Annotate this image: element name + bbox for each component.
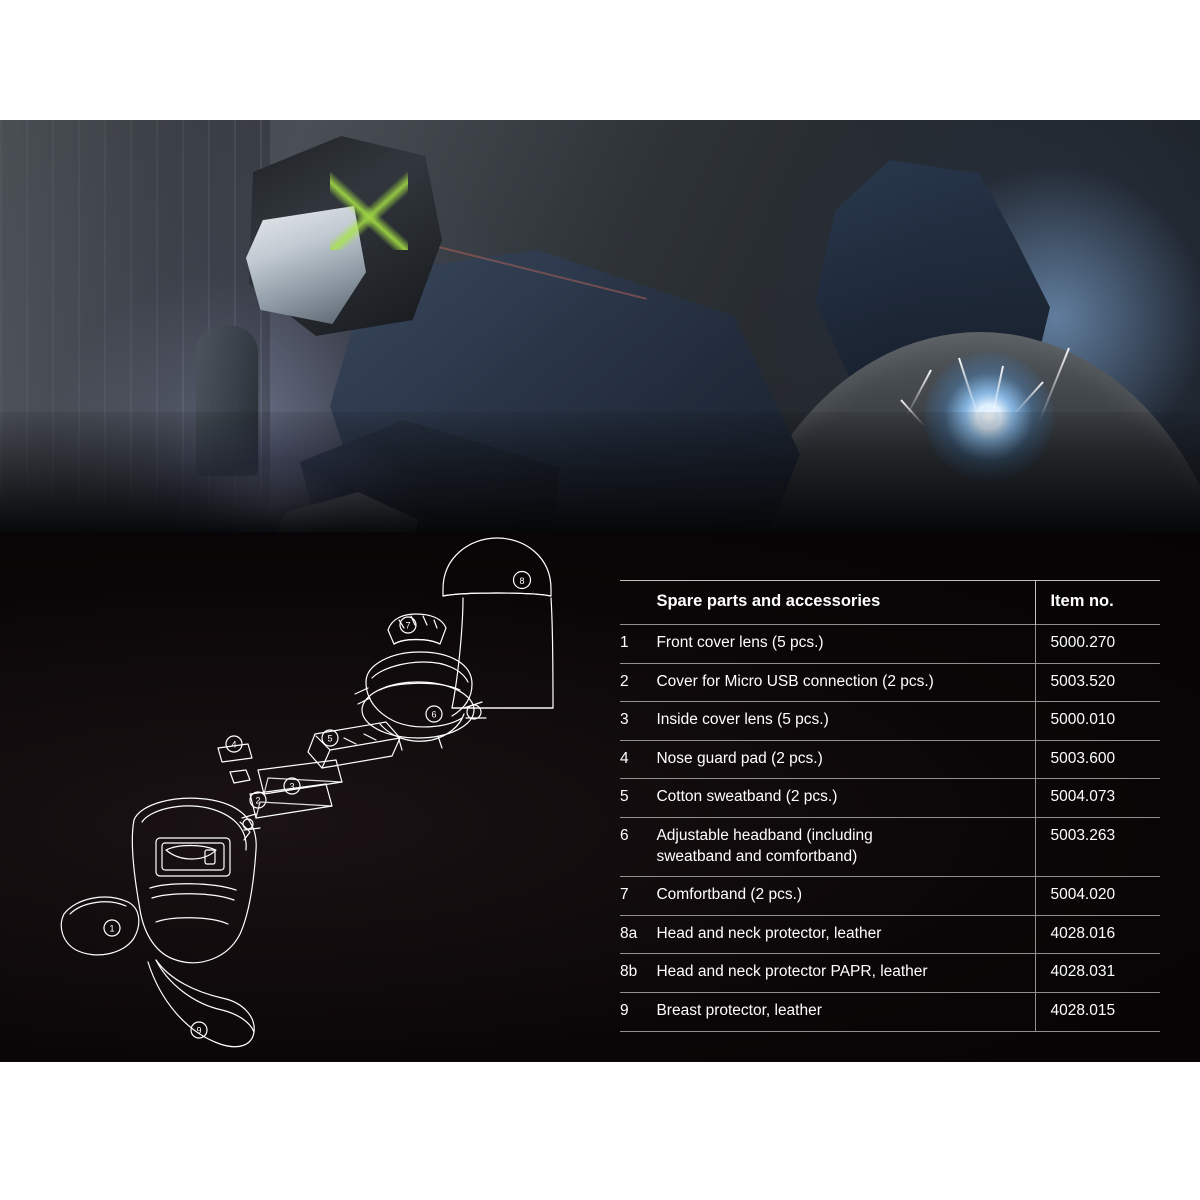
row-index: 1 xyxy=(620,624,656,663)
header-index xyxy=(620,581,656,625)
diagram-part-usb-cover xyxy=(230,770,250,783)
callout-6 xyxy=(426,706,442,722)
svg-text:9: 9 xyxy=(196,1025,202,1036)
row-description: Cover for Micro USB connection (2 pcs.) xyxy=(656,663,1035,702)
row-description: Front cover lens (5 pcs.) xyxy=(656,624,1035,663)
row-description: Head and neck protector PAPR, leather xyxy=(656,954,1035,993)
row-index: 7 xyxy=(620,877,656,916)
table-row xyxy=(620,817,1160,876)
row-index: 5 xyxy=(620,779,656,818)
diagram-part-helmet-shell xyxy=(132,795,261,962)
callout-5 xyxy=(322,730,338,746)
row-description: Breast protector, leather xyxy=(656,993,1035,1032)
table-row xyxy=(620,702,1160,741)
table-header-row xyxy=(620,581,1160,625)
row-description: Nose guard pad (2 pcs.) xyxy=(656,740,1035,779)
spare-parts-panel xyxy=(0,532,1200,1062)
row-index: 8a xyxy=(620,915,656,954)
row-index: 4 xyxy=(620,740,656,779)
svg-text:6: 6 xyxy=(431,709,437,720)
table-row xyxy=(620,779,1160,818)
svg-text:2: 2 xyxy=(255,795,261,806)
table-row xyxy=(620,993,1160,1032)
svg-text:1: 1 xyxy=(109,923,115,934)
exploded-spare-parts-diagram xyxy=(0,532,600,1062)
row-index: 2 xyxy=(620,663,656,702)
diagram-part-head-neck-protector xyxy=(443,538,553,708)
row-index: 8b xyxy=(620,954,656,993)
row-item-no: 5004.073 xyxy=(1036,779,1160,818)
row-item-no: 4028.015 xyxy=(1036,993,1160,1032)
row-description-line1: Adjustable headband (including xyxy=(656,826,873,844)
callout-3 xyxy=(284,778,300,794)
workshop-floor xyxy=(0,412,1200,532)
spare-parts-table-container xyxy=(620,580,1160,1032)
svg-text:4: 4 xyxy=(231,739,237,750)
row-description: Comfortband (2 pcs.) xyxy=(656,877,1035,916)
svg-text:3: 3 xyxy=(289,781,295,792)
svg-text:5: 5 xyxy=(327,733,333,744)
row-item-no: 5004.020 xyxy=(1036,877,1160,916)
callout-1 xyxy=(104,920,120,936)
row-item-no: 5003.600 xyxy=(1036,740,1160,779)
helmet-graphic-accent xyxy=(330,172,408,250)
table-row xyxy=(620,663,1160,702)
row-description: Cotton sweatband (2 pcs.) xyxy=(656,779,1035,818)
row-item-no: 5003.520 xyxy=(1036,663,1160,702)
header-item-no: Item no. xyxy=(1036,581,1160,625)
header-description: Spare parts and accessories xyxy=(656,581,1035,625)
row-index: 3 xyxy=(620,702,656,741)
row-index: 6 xyxy=(620,817,656,876)
row-description: Inside cover lens (5 pcs.) xyxy=(656,702,1035,741)
row-description-line2: sweatband and comfortband) xyxy=(656,847,858,865)
table-row xyxy=(620,740,1160,779)
svg-text:8: 8 xyxy=(519,576,525,586)
row-item-no: 4028.016 xyxy=(1036,915,1160,954)
row-description xyxy=(656,817,1035,876)
callout-2 xyxy=(250,792,266,808)
spare-parts-table xyxy=(620,580,1160,1032)
callout-4 xyxy=(226,736,242,752)
svg-text:7: 7 xyxy=(405,620,411,631)
diagram-part-cotton-sweatband xyxy=(308,722,400,768)
diagram-part-front-cover-lens xyxy=(61,897,139,955)
table-row xyxy=(620,915,1160,954)
diagram-part-adjustable-headband xyxy=(355,652,486,750)
welding-hero-photo xyxy=(0,120,1200,532)
table-body xyxy=(620,624,1160,1031)
table-row xyxy=(620,877,1160,916)
diagram-part-comfortband xyxy=(388,614,446,644)
table-row xyxy=(620,624,1160,663)
row-item-no: 4028.031 xyxy=(1036,954,1160,993)
row-item-no: 5003.263 xyxy=(1036,817,1160,876)
row-item-no: 5000.010 xyxy=(1036,702,1160,741)
row-description: Head and neck protector, leather xyxy=(656,915,1035,954)
row-item-no: 5000.270 xyxy=(1036,624,1160,663)
table-row xyxy=(620,954,1160,993)
table-head xyxy=(620,581,1160,625)
callout-8 xyxy=(514,572,531,589)
row-index: 9 xyxy=(620,993,656,1032)
